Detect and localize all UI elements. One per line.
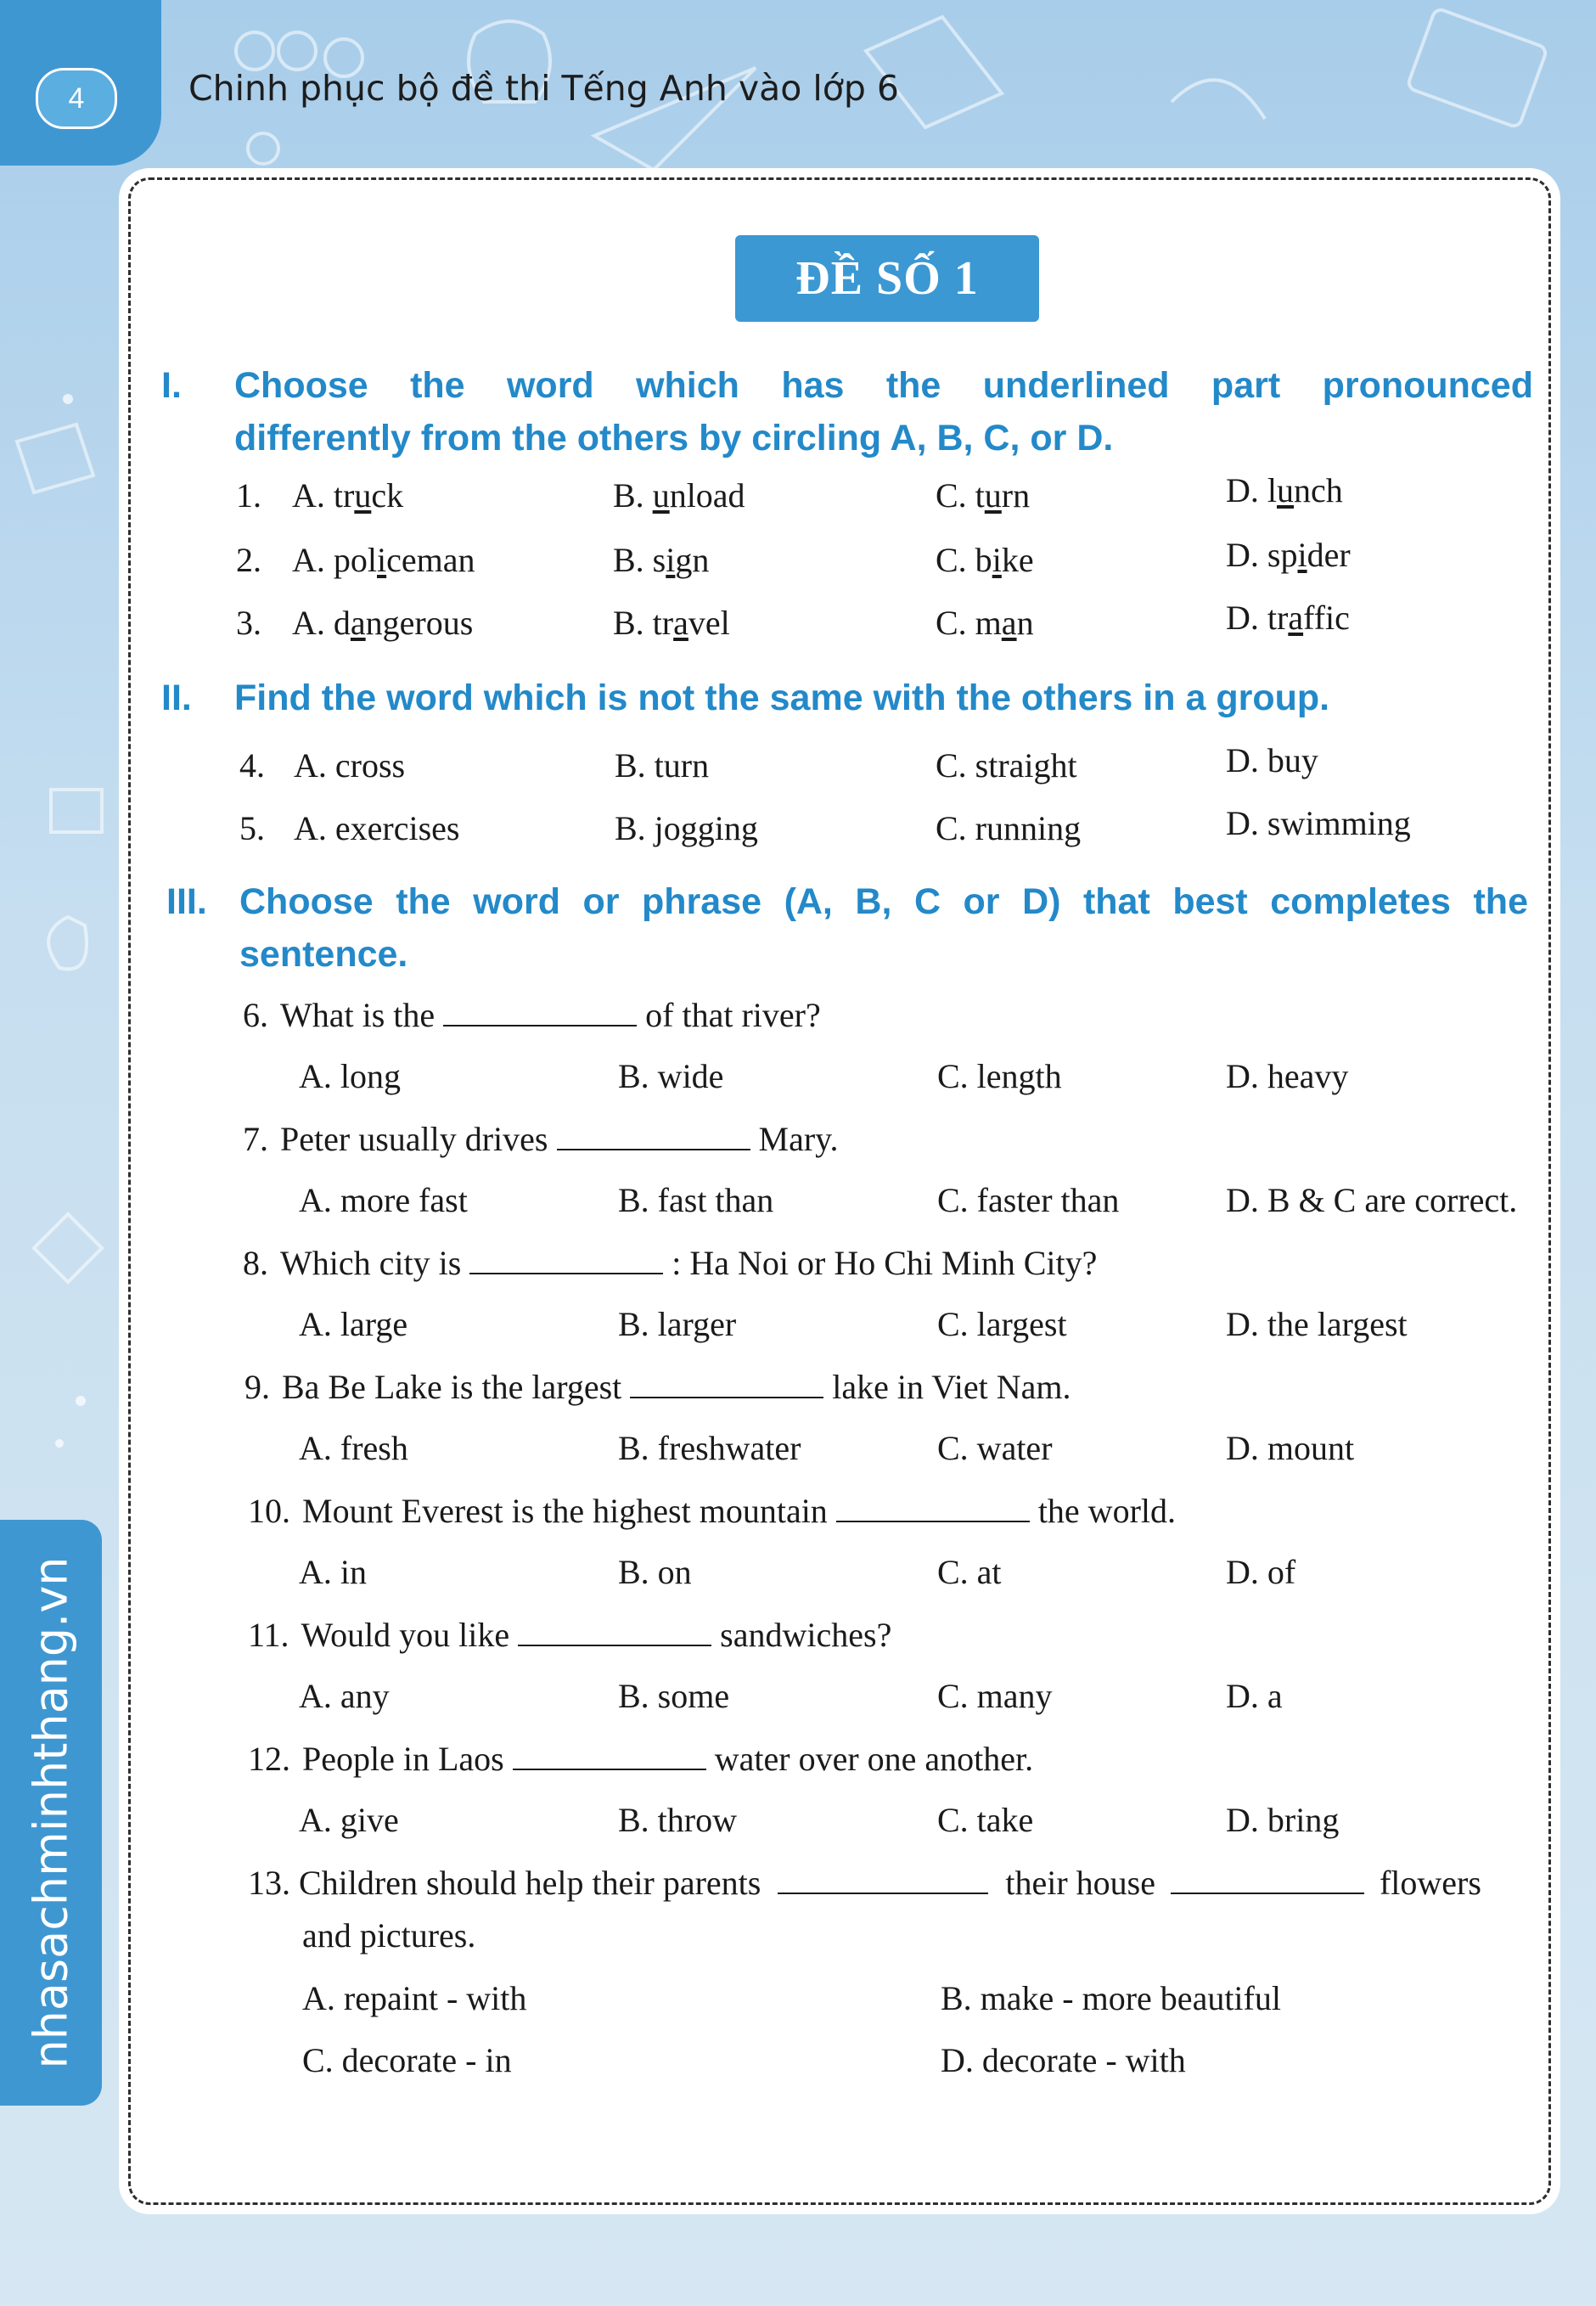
answer-blank: [1171, 1864, 1364, 1894]
question-stem: [243, 1243, 1097, 1283]
option-a: A. exercises: [294, 809, 460, 847]
stem-text: People in Laos: [302, 1740, 504, 1778]
page-number: 4: [36, 68, 117, 129]
option-d: D. buy: [1226, 741, 1318, 779]
stem-text: the world.: [1037, 1492, 1176, 1530]
answer-blank: [836, 1492, 1030, 1522]
question-number: 1.: [236, 476, 261, 515]
question-number: 5.: [239, 809, 265, 847]
option-a: [292, 475, 403, 515]
option-text: A. d: [292, 604, 351, 642]
option-b: [613, 540, 709, 580]
option-text: B. tr: [613, 604, 674, 642]
question-stem-continued: and pictures.: [302, 1916, 476, 1954]
stem-text: : Ha Noi or Ho Chi Minh City?: [672, 1244, 1098, 1282]
option-b: B. jogging: [615, 809, 758, 847]
stem-text: Ba Be Lake is the largest: [282, 1368, 622, 1406]
answer-blank: [778, 1864, 988, 1894]
option-c: C. largest: [937, 1305, 1067, 1343]
question-number: 9.: [244, 1368, 270, 1406]
option-text: A. pol: [292, 541, 377, 579]
option-d: D. decorate - with: [941, 2041, 1186, 2079]
option-c: C. straight: [936, 746, 1077, 785]
option-d: D. a: [1226, 1677, 1283, 1715]
option-a: A. large: [299, 1305, 408, 1343]
answer-blank: [518, 1616, 711, 1646]
option-b: B. make - more beautiful: [941, 1979, 1281, 2017]
underlined-part: i: [377, 541, 387, 579]
option-text: C. b: [936, 541, 992, 579]
option-d: D. bring: [1226, 1801, 1340, 1839]
option-text: nload: [669, 476, 745, 515]
option-a: A. give: [299, 1801, 399, 1839]
option-c: [936, 603, 1034, 643]
option-c: [936, 540, 1034, 580]
stem-text: Children should help their parents: [299, 1864, 761, 1902]
option-b: B. some: [618, 1677, 730, 1715]
question-number: 13.: [248, 1864, 290, 1902]
section-1-heading: [161, 360, 1537, 470]
question-number: 8.: [243, 1244, 268, 1282]
question-number: 11.: [248, 1616, 289, 1654]
option-b: B. wide: [618, 1057, 724, 1095]
option-b: [613, 603, 730, 643]
stem-text: lake in Viet Nam.: [832, 1368, 1071, 1406]
section-2-heading: [161, 672, 1537, 725]
option-d: [1226, 598, 1350, 638]
option-d: D. heavy: [1226, 1057, 1349, 1095]
stem-text: Would you like: [301, 1616, 510, 1654]
option-text: D. l: [1226, 471, 1277, 509]
option-text: A. tr: [292, 476, 355, 515]
option-text: n: [1016, 604, 1034, 642]
option-text: ffic: [1303, 599, 1350, 637]
question-stem: [243, 1119, 839, 1159]
option-c: C. length: [937, 1057, 1062, 1095]
underlined-part: i: [666, 541, 676, 579]
option-text: C. t: [936, 476, 985, 515]
option-c: [936, 475, 1030, 515]
section-instruction: sentence.: [239, 934, 408, 975]
answer-blank: [469, 1244, 663, 1274]
option-d: [1226, 470, 1343, 510]
exam-title: ĐỀ SỐ 1: [735, 235, 1039, 322]
option-text: ke: [1001, 541, 1034, 579]
question-stem: [248, 1739, 1033, 1779]
section-instruction: Choose the word or phrase (A, B, C or D) that best completes the: [239, 881, 1528, 922]
answer-blank: [513, 1740, 706, 1770]
option-text: D. sp: [1226, 536, 1298, 574]
stem-text: Mary.: [758, 1120, 839, 1158]
option-a: A. long: [299, 1057, 401, 1095]
option-a: A. fresh: [299, 1429, 408, 1467]
underlined-part: a: [673, 604, 688, 642]
option-d: D. mount: [1226, 1429, 1355, 1467]
option-text: gn: [675, 541, 710, 579]
question-stem: [248, 1863, 1481, 1903]
stem-text: Which city is: [280, 1244, 462, 1282]
option-text: der: [1307, 536, 1351, 574]
question-number: 12.: [248, 1740, 290, 1778]
option-b: [613, 475, 745, 515]
section-3-heading: [166, 876, 1542, 987]
option-c: C. at: [937, 1553, 1002, 1591]
answer-blank: [443, 996, 637, 1026]
question-number: 2.: [236, 541, 261, 579]
question-stem: [244, 1367, 1071, 1407]
book-title: Chinh phục bộ đề thi Tếng Anh vào lớp 6: [188, 68, 899, 109]
option-c: C. faster than: [937, 1181, 1120, 1219]
option-d: [1226, 535, 1351, 575]
underlined-part: u: [652, 476, 670, 515]
stem-text: of that river?: [645, 996, 821, 1034]
option-text: D. tr: [1226, 599, 1289, 637]
option-text: nch: [1294, 471, 1343, 509]
stem-text: flowers: [1379, 1864, 1481, 1902]
option-c: C. water: [937, 1429, 1053, 1467]
section-instruction: Find the word which is not the same with the others in a group.: [234, 678, 1330, 718]
option-b: B. on: [618, 1553, 692, 1591]
answer-blank: [630, 1368, 823, 1398]
question-number: 4.: [239, 746, 265, 785]
option-c: C. decorate - in: [302, 2041, 512, 2079]
option-text: B.: [613, 476, 653, 515]
option-text: ck: [371, 476, 404, 515]
answer-blank: [557, 1120, 750, 1150]
section-number: I.: [161, 365, 182, 406]
underlined-part: u: [1277, 471, 1294, 509]
option-a: A. more fast: [299, 1181, 468, 1219]
option-text: C. m: [936, 604, 1002, 642]
stem-text: their house: [1005, 1864, 1155, 1902]
question-number: 10.: [248, 1492, 290, 1530]
question-number: 7.: [243, 1120, 268, 1158]
option-text: vel: [688, 604, 730, 642]
question-number: 3.: [236, 604, 261, 642]
stem-text: Peter usually drives: [280, 1120, 548, 1158]
option-text: B. s: [613, 541, 666, 579]
section-instruction: differently from the others by circling A, B, C, or D.: [234, 418, 1114, 458]
question-stem: [248, 1615, 891, 1655]
underlined-part: u: [354, 476, 372, 515]
option-text: ngerous: [365, 604, 474, 642]
publisher-website: nhasachminhthang.vn: [24, 1556, 78, 2069]
underlined-part: i: [992, 541, 1002, 579]
question-stem: [248, 1491, 1176, 1531]
option-c: C. running: [936, 809, 1082, 847]
option-a: A. repaint - with: [302, 1979, 527, 2017]
stem-text: Mount Everest is the highest mountain: [302, 1492, 828, 1530]
option-text: rn: [1001, 476, 1031, 515]
section-number: II.: [161, 678, 192, 718]
question-number: 6.: [243, 996, 268, 1034]
stem-text: sandwiches?: [720, 1616, 892, 1654]
section-number: III.: [166, 881, 207, 922]
option-b: B. larger: [618, 1305, 737, 1343]
option-c: C. many: [937, 1677, 1053, 1715]
underlined-part: i: [1297, 536, 1307, 574]
option-d: D. B & C are correct.: [1226, 1181, 1518, 1219]
underlined-part: a: [1001, 604, 1017, 642]
option-d: D. of: [1226, 1553, 1296, 1591]
underlined-part: a: [1288, 599, 1304, 637]
underlined-part: a: [350, 604, 366, 642]
option-text: ceman: [386, 541, 475, 579]
option-b: B. fast than: [618, 1181, 774, 1219]
option-c: C. take: [937, 1801, 1034, 1839]
option-d: D. the largest: [1226, 1305, 1408, 1343]
section-instruction: Choose the word which has the underlined part pronounced: [234, 365, 1533, 406]
option-d: D. swimming: [1226, 804, 1411, 842]
stem-text: What is the: [280, 996, 436, 1034]
option-a: [292, 603, 473, 643]
option-b: B. turn: [615, 746, 710, 785]
stem-text: water over one another.: [714, 1740, 1034, 1778]
option-a: A. in: [299, 1553, 367, 1591]
question-stem: [243, 995, 821, 1035]
option-a: A. cross: [294, 746, 406, 785]
option-a: A. any: [299, 1677, 390, 1715]
option-a: [292, 540, 475, 580]
option-b: B. freshwater: [618, 1429, 801, 1467]
option-b: B. throw: [618, 1801, 737, 1839]
underlined-part: u: [984, 476, 1002, 515]
